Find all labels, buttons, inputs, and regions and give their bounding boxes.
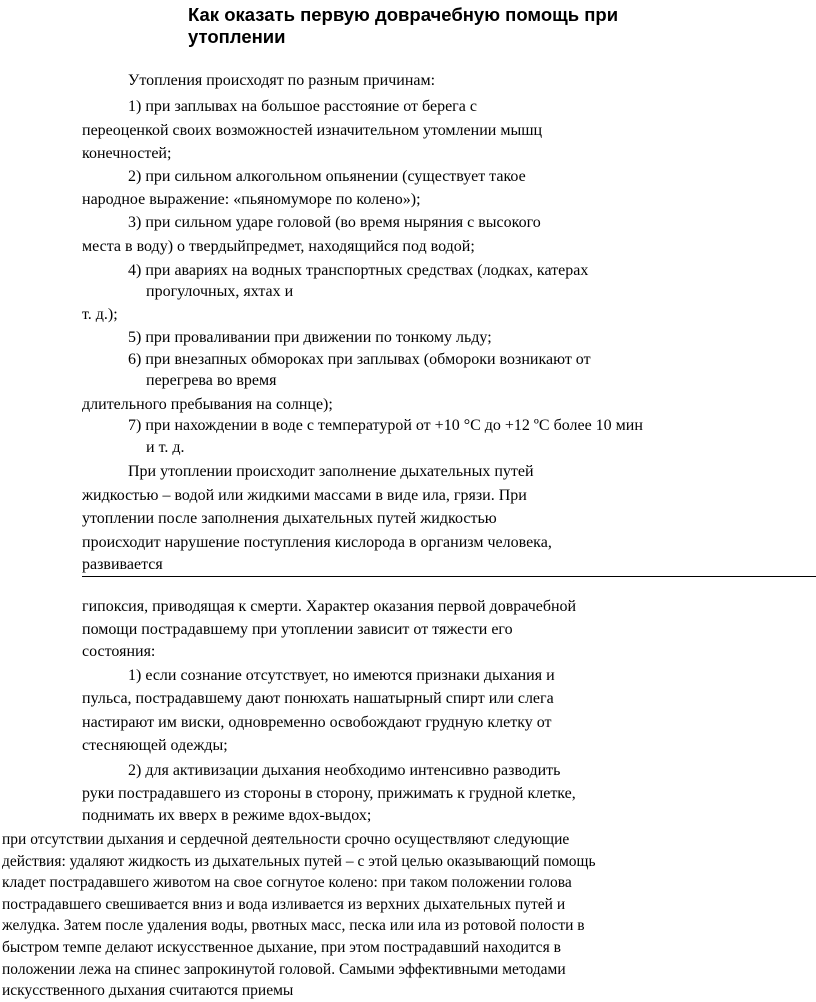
list-item-1-cont: конечностей; [82, 145, 172, 162]
list-item-3-cont: места в воду) о твердыйпредмет, находящийся под водой; [82, 238, 475, 255]
title-line: утоплении [188, 26, 286, 47]
list-item-4-cont: прогулочных, яхтах и [146, 283, 294, 300]
list-item-2: 2) для активизации дыхания необходимо интенсивно разводить [128, 762, 561, 779]
paragraph-line: утоплении после заполнения дыхательных путей жидкостью [82, 510, 497, 527]
section-divider [82, 576, 816, 577]
list-item-1: 1) если сознание отсутствует, но имеются признаки дыхания и [128, 667, 555, 684]
paragraph-line: пострадавшего свешивается вниз и вода изливается из верхних дыхательных путей и [2, 895, 566, 913]
list-item-1-cont: переоценкой своих возможностей изначительном утомлении мышц [82, 122, 543, 139]
list-item-7-cont: и т. д. [146, 439, 185, 456]
paragraph-line: жидкостью – водой или жидкими массами в виде ила, грязи. При [82, 487, 527, 504]
paragraph-line: положении лежа на спинес запрокинутой головой. Самыми эффективными методами [2, 960, 566, 978]
paragraph-line: гипоксия, приводящая к смерти. Характер оказания первой доврачебной [82, 598, 577, 615]
paragraph-line: кладет пострадавшего животом на свое согнутое колено: при таком положении голова [2, 874, 572, 892]
paragraph-line: При утоплении происходит заполнение дыхательных путей [128, 463, 534, 480]
list-item-2: 2) при сильном алкогольном опьянении (существует такое [128, 168, 526, 185]
list-item-3: 3) при сильном ударе головой (во время ныряния с высокого [128, 214, 541, 231]
paragraph-line: происходит нарушение поступления кислорода в организм человека, [82, 534, 552, 551]
document-title [188, 4, 708, 48]
list-item-4-cont: т. д.); [82, 306, 118, 323]
list-item-2-cont: народное выражение: «пьяномуморе по колено»); [82, 191, 421, 208]
list-item-6-cont: перегрева во время [146, 372, 277, 389]
intro-line: Утопления происходят по разным причинам: [128, 72, 436, 89]
closing-paragraph [2, 829, 682, 1002]
paragraph-line: быстром темпе делают искусственное дыхание, при этом пострадавший находится в [2, 938, 561, 956]
paragraph-line: состояния: [82, 643, 156, 660]
paragraph-line: желудка. Затем после удаления воды, рвотных масс, песка или ила из ротовой полости в [2, 917, 585, 935]
paragraph-line: действия: удаляют жидкость из дыхательных путей – с этой целью оказывающий помощь [2, 852, 596, 870]
paragraph-line: помощи пострадавшему при утоплении зависит от тяжести его [82, 621, 513, 638]
list-item-2-cont: поднимать их вверх в режиме вдох-выдох; [82, 807, 372, 824]
list-item-1-cont: стесняющей одежды; [82, 737, 228, 754]
list-item-7: 7) при нахождении в воде с температурой от +10 °С до +12 ºС более 10 мин [128, 417, 643, 434]
list-item-5: 5) при проваливании при движении по тонкому льду; [128, 329, 492, 346]
paragraph-line: развивается [82, 556, 163, 573]
list-item-1: 1) при заплывах на большое расстояние от берега с [128, 98, 477, 115]
list-item-6-cont: длительного пребывания на солнце); [82, 396, 333, 413]
list-item-4: 4) при авариях на водных транспортных средствах (лодках, катерах [128, 262, 589, 279]
paragraph-line: при отсутствии дыхания и сердечной деятельности срочно осуществляют следующие [2, 831, 570, 848]
list-item-2-cont: руки пострадавшего из стороны в сторону, прижимать к грудной клетке, [82, 785, 576, 802]
paragraph-line: искусственного дыхания считаются приемы [2, 982, 294, 1000]
list-item-1-cont: пульса, пострадавшему дают понюхать нашатырный спирт или слега [82, 690, 554, 707]
list-item-1-cont: настирают им виски, одновременно освобождают грудную клетку от [82, 714, 552, 731]
title-line: Как оказать первую доврачебную помощь при [188, 4, 619, 25]
list-item-6: 6) при внезапных обмороках при заплывах (обмороки возникают от [128, 351, 591, 368]
